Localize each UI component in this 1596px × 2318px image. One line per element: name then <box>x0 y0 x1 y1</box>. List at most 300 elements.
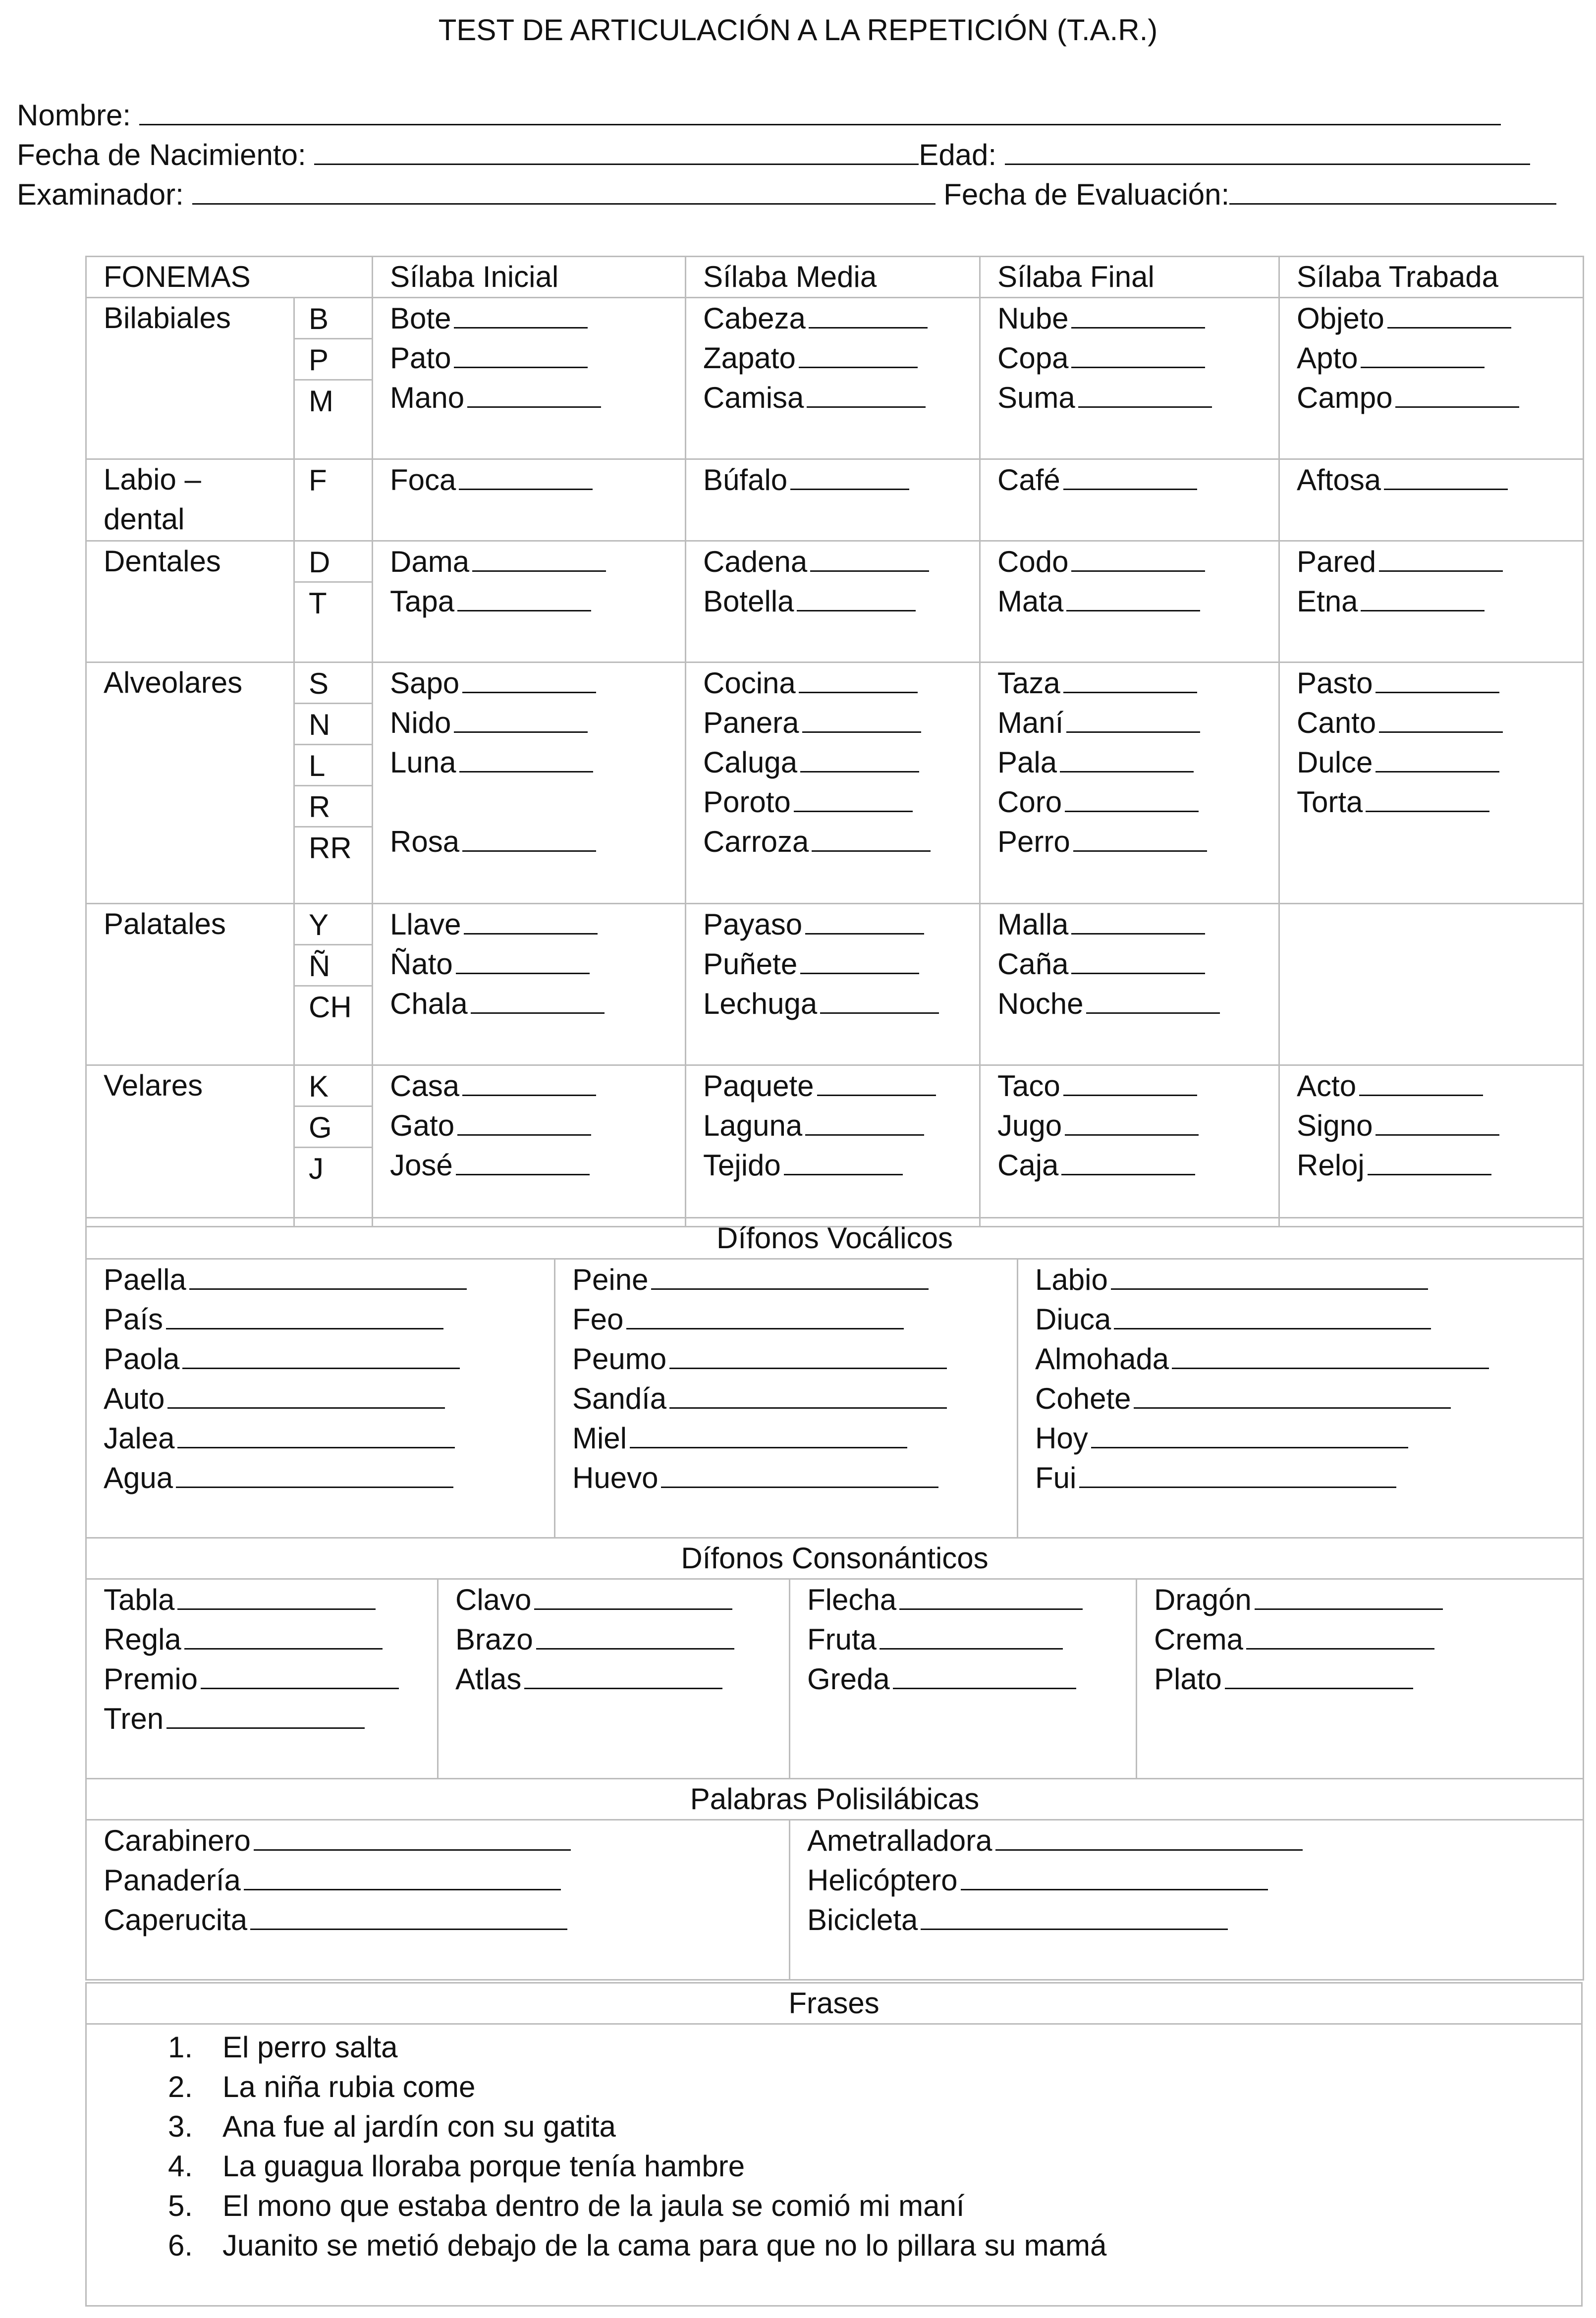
word-entry <box>997 904 1262 944</box>
response-blank[interactable] <box>189 1260 467 1290</box>
word-label: Laguna <box>703 1109 803 1142</box>
word-entry <box>1297 822 1566 861</box>
response-blank[interactable] <box>472 542 606 572</box>
response-blank[interactable] <box>1376 742 1499 773</box>
word-entry <box>703 298 962 338</box>
syllable-inicial-cell <box>373 298 686 459</box>
word-entry <box>703 1145 962 1185</box>
word-label: Premio <box>104 1662 198 1696</box>
response-blank[interactable] <box>457 1105 591 1136</box>
syllable-header: Sílaba Trabada <box>1279 257 1584 298</box>
phoneme-letter: Ñ <box>295 945 372 987</box>
word-label: Copa <box>997 341 1069 375</box>
response-blank[interactable] <box>799 338 918 368</box>
difonos-consonanticos-table <box>85 1537 1584 1779</box>
response-blank[interactable] <box>800 944 919 974</box>
word-label: Fui <box>1035 1461 1077 1494</box>
response-blank[interactable] <box>880 1619 1063 1650</box>
polisilabicas-column <box>790 1820 1584 1980</box>
response-blank[interactable] <box>961 1860 1268 1890</box>
word-label: Mata <box>997 585 1064 618</box>
word-entry <box>572 1418 1000 1458</box>
response-blank[interactable] <box>176 1458 453 1488</box>
word-entry <box>1297 338 1566 378</box>
word-label: Casa <box>390 1069 460 1103</box>
frase-item <box>168 2028 1564 2067</box>
word-label: Caperucita <box>104 1903 248 1936</box>
phoneme-letter: B <box>295 298 372 339</box>
phoneme-letters <box>294 662 373 904</box>
response-blank[interactable] <box>1246 1619 1434 1650</box>
word-entry <box>1035 1339 1566 1379</box>
response-blank[interactable] <box>1071 298 1205 329</box>
response-blank[interactable] <box>467 378 601 408</box>
word-entry <box>1297 1066 1566 1105</box>
response-blank[interactable] <box>799 663 918 693</box>
response-blank[interactable] <box>661 1458 938 1488</box>
phoneme-group-row <box>86 541 1584 662</box>
response-blank[interactable] <box>1395 378 1519 408</box>
response-blank[interactable] <box>669 1339 947 1369</box>
response-blank[interactable] <box>1134 1379 1451 1409</box>
word-label: Peumo <box>572 1342 667 1376</box>
word-entry <box>390 944 668 984</box>
response-blank[interactable] <box>1063 1066 1197 1096</box>
response-blank[interactable] <box>454 298 588 329</box>
word-label: Lechuga <box>703 987 818 1020</box>
word-label: Nube <box>997 302 1069 335</box>
phoneme-group-row <box>86 298 1584 459</box>
response-blank[interactable] <box>167 1379 445 1409</box>
word-entry <box>703 703 962 742</box>
phoneme-letters <box>294 1065 373 1227</box>
phoneme-letter: CH <box>309 991 352 1024</box>
phoneme-letters <box>294 298 373 459</box>
response-blank[interactable] <box>1071 944 1205 974</box>
word-label: Taco <box>997 1069 1060 1103</box>
word-label: Gato <box>390 1109 455 1142</box>
word-label: Chala <box>390 987 468 1020</box>
response-blank[interactable] <box>456 944 590 974</box>
word-entry <box>572 1379 1000 1418</box>
response-blank[interactable] <box>797 581 916 611</box>
response-blank[interactable] <box>1114 1299 1431 1329</box>
response-blank[interactable] <box>1066 703 1200 733</box>
response-blank[interactable] <box>459 742 593 773</box>
word-entry <box>390 581 668 621</box>
phoneme-letter: S <box>295 663 372 704</box>
word-label: Regla <box>104 1623 181 1656</box>
response-blank[interactable] <box>462 663 596 693</box>
word-label: Jugo <box>997 1109 1062 1142</box>
word-label: Carroza <box>703 825 809 858</box>
response-blank[interactable] <box>464 904 598 935</box>
response-blank[interactable] <box>177 1418 455 1448</box>
response-blank[interactable] <box>1366 782 1489 812</box>
response-blank[interactable] <box>1255 1580 1443 1610</box>
response-blank[interactable] <box>244 1860 561 1890</box>
word-entry <box>807 1860 1566 1900</box>
frase-text: El perro salta <box>222 2031 398 2064</box>
phoneme-letters <box>294 459 373 541</box>
response-blank[interactable] <box>184 1619 383 1650</box>
response-blank[interactable] <box>1379 703 1503 733</box>
word-entry <box>104 1299 537 1339</box>
word-entry <box>104 1339 537 1379</box>
consonanticos-column <box>438 1579 790 1779</box>
vocalicos-column <box>555 1259 1018 1538</box>
word-label: Flecha <box>807 1583 897 1616</box>
word-entry <box>703 542 962 581</box>
word-label: Jalea <box>104 1422 175 1455</box>
word-entry <box>1297 542 1566 581</box>
document-title: TEST DE ARTICULACIÓN A LA REPETICIÓN (T.A.R.) <box>438 13 1158 47</box>
response-blank[interactable] <box>794 782 913 812</box>
response-blank[interactable] <box>810 542 929 572</box>
word-entry <box>703 1105 962 1145</box>
response-blank[interactable] <box>1071 542 1205 572</box>
response-blank[interactable] <box>1091 1418 1408 1448</box>
word-entry <box>390 742 668 782</box>
response-blank[interactable] <box>1379 542 1503 572</box>
word-entry <box>1297 298 1566 338</box>
response-blank[interactable] <box>1361 581 1485 611</box>
word-label: Paquete <box>703 1069 814 1103</box>
syllable-header: Sílaba Final <box>980 257 1279 298</box>
word-entry <box>703 984 962 1023</box>
response-blank[interactable] <box>1071 904 1205 935</box>
word-entry <box>1297 1105 1566 1145</box>
response-blank[interactable] <box>1065 1105 1199 1136</box>
word-label: Dulce <box>1297 746 1373 779</box>
fecha-nacimiento-label: Fecha de Nacimiento: <box>17 138 306 171</box>
phoneme-group-name: Bilabiales <box>86 298 294 459</box>
word-entry <box>997 1145 1262 1185</box>
word-label: Paella <box>104 1263 186 1296</box>
word-label: Torta <box>1297 785 1363 819</box>
phoneme-group-name: Alveolares <box>86 662 294 904</box>
frase-text: Juanito se metió debajo de la cama para que no lo pillara su mamá <box>222 2229 1107 2262</box>
word-label: Fruta <box>807 1623 877 1656</box>
word-entry <box>1297 984 1566 1023</box>
word-label: Pasto <box>1297 666 1373 700</box>
word-entry <box>390 1066 668 1105</box>
word-entry <box>1297 904 1566 944</box>
response-blank[interactable] <box>536 1619 734 1650</box>
frase-number: 2. <box>168 2070 193 2103</box>
word-label: País <box>104 1303 164 1336</box>
response-blank[interactable] <box>201 1659 399 1689</box>
word-label: Tejido <box>703 1149 781 1182</box>
fonemas-header-row <box>86 257 1584 298</box>
word-label: Ñato <box>390 947 453 981</box>
word-label: Tapa <box>390 585 455 618</box>
word-entry <box>390 904 668 944</box>
word-label: Panera <box>703 706 799 739</box>
word-entry <box>1297 581 1566 621</box>
frase-number: 3. <box>168 2110 193 2143</box>
syllable-trabada-cell <box>1279 541 1584 662</box>
syllable-trabada-cell <box>1279 459 1584 541</box>
word-entry <box>1297 378 1566 417</box>
word-entry <box>572 1299 1000 1339</box>
frase-item <box>168 2067 1564 2107</box>
response-blank[interactable] <box>471 984 605 1014</box>
word-entry <box>455 1580 772 1619</box>
response-blank[interactable] <box>524 1659 722 1689</box>
response-blank[interactable] <box>462 822 596 852</box>
syllable-trabada-cell <box>1279 904 1584 1065</box>
word-entry <box>1297 703 1566 742</box>
response-blank[interactable] <box>669 1379 947 1409</box>
edad-field[interactable] <box>1005 134 1530 165</box>
word-entry <box>997 460 1262 499</box>
syllable-final-cell <box>980 662 1279 904</box>
word-entry <box>703 1066 962 1105</box>
response-blank[interactable] <box>1073 822 1207 852</box>
word-label: Café <box>997 463 1060 497</box>
response-blank[interactable] <box>1359 1066 1483 1096</box>
word-entry <box>390 782 668 822</box>
response-blank[interactable] <box>790 460 909 490</box>
word-entry <box>703 742 962 782</box>
phoneme-letter: F <box>309 464 327 497</box>
response-blank[interactable] <box>534 1580 732 1610</box>
response-blank[interactable] <box>454 338 588 368</box>
word-entry <box>1297 742 1566 782</box>
response-blank[interactable] <box>1387 298 1511 329</box>
response-blank[interactable] <box>462 1066 596 1096</box>
word-entry <box>997 581 1262 621</box>
word-label: Caluga <box>703 746 798 779</box>
response-blank[interactable] <box>1376 1105 1499 1136</box>
response-blank[interactable] <box>817 1066 936 1096</box>
response-blank[interactable] <box>182 1339 460 1369</box>
frase-number: 5. <box>168 2189 193 2222</box>
word-label: Sandía <box>572 1382 667 1415</box>
response-blank[interactable] <box>921 1900 1228 1930</box>
fecha-evaluacion-label: Fecha de Evaluación: <box>943 178 1230 211</box>
word-label: Dama <box>390 545 470 578</box>
consonanticos-column <box>86 1579 438 1779</box>
word-entry <box>703 338 962 378</box>
word-label: Reloj <box>1297 1149 1365 1182</box>
response-blank[interactable] <box>254 1821 571 1851</box>
response-blank[interactable] <box>807 378 926 408</box>
word-label: Dragón <box>1154 1583 1252 1616</box>
response-blank[interactable] <box>1063 663 1197 693</box>
word-label: Campo <box>1297 381 1393 414</box>
word-label: Codo <box>997 545 1069 578</box>
phoneme-letter: D <box>295 542 372 583</box>
nombre-field[interactable] <box>139 94 1501 125</box>
response-blank[interactable] <box>1071 338 1205 368</box>
response-blank[interactable] <box>1384 460 1508 490</box>
response-blank[interactable] <box>1172 1339 1489 1369</box>
word-label: Poroto <box>703 785 791 819</box>
phoneme-letter: N <box>295 704 372 745</box>
word-entry <box>104 1860 772 1900</box>
response-blank[interactable] <box>1111 1260 1428 1290</box>
response-blank[interactable] <box>1086 984 1220 1014</box>
syllable-final-cell <box>980 1065 1279 1227</box>
word-label: Cocina <box>703 666 796 700</box>
word-entry <box>1035 1458 1566 1497</box>
syllable-media-cell <box>686 541 980 662</box>
frase-item <box>168 2107 1564 2147</box>
word-label: Signo <box>1297 1109 1373 1142</box>
phoneme-letter: K <box>295 1066 372 1107</box>
vocalicos-column <box>86 1259 555 1538</box>
response-blank[interactable] <box>457 581 591 611</box>
response-blank[interactable] <box>802 703 921 733</box>
fecha-evaluacion-field[interactable] <box>1229 173 1556 205</box>
polisilabicas-column <box>86 1820 790 1980</box>
response-blank[interactable] <box>1063 460 1197 490</box>
response-blank[interactable] <box>812 822 931 852</box>
word-entry <box>104 1580 420 1619</box>
word-entry <box>997 984 1262 1023</box>
syllable-trabada-cell <box>1279 298 1584 459</box>
syllable-media-cell <box>686 904 980 1065</box>
syllable-inicial-cell <box>373 662 686 904</box>
word-label: Mano <box>390 381 465 414</box>
word-label: Puñete <box>703 947 798 981</box>
word-label: Pato <box>390 341 451 375</box>
response-blank[interactable] <box>899 1580 1083 1610</box>
response-blank[interactable] <box>1225 1659 1413 1689</box>
word-entry <box>807 1619 1119 1659</box>
response-blank[interactable] <box>1079 1458 1396 1488</box>
syllable-trabada-cell <box>1279 1065 1584 1227</box>
word-label: Suma <box>997 381 1075 414</box>
frase-number: 6. <box>168 2229 193 2262</box>
fecha-nacimiento-field[interactable] <box>314 134 919 165</box>
response-blank[interactable] <box>166 1699 365 1729</box>
response-blank[interactable] <box>1065 782 1199 812</box>
word-entry <box>997 944 1262 984</box>
nombre-label: Nombre: <box>17 99 131 132</box>
examinador-field[interactable] <box>192 173 936 205</box>
syllable-header: Sílaba Inicial <box>373 257 686 298</box>
frase-item <box>168 2226 1564 2265</box>
word-entry <box>997 1066 1262 1105</box>
frases-list <box>104 2028 1564 2265</box>
response-blank[interactable] <box>1078 378 1212 408</box>
response-blank[interactable] <box>809 298 928 329</box>
response-blank[interactable] <box>250 1900 567 1930</box>
syllable-final-cell <box>980 541 1279 662</box>
response-blank[interactable] <box>177 1580 376 1610</box>
response-blank[interactable] <box>459 460 593 490</box>
word-label: Perro <box>997 825 1070 858</box>
word-label: Peine <box>572 1263 649 1296</box>
response-blank[interactable] <box>1361 338 1485 368</box>
word-label: Paola <box>104 1342 180 1376</box>
word-label: Panadería <box>104 1864 241 1897</box>
word-label: Clavo <box>455 1583 532 1616</box>
word-entry <box>1035 1379 1566 1418</box>
syllable-media-cell <box>686 662 980 904</box>
word-entry <box>1035 1418 1566 1458</box>
phoneme-group-row <box>86 662 1584 904</box>
word-entry <box>997 298 1262 338</box>
syllable-inicial-cell <box>373 541 686 662</box>
word-entry <box>390 1145 668 1185</box>
response-blank[interactable] <box>454 703 588 733</box>
response-blank[interactable] <box>1376 663 1499 693</box>
response-blank[interactable] <box>893 1659 1076 1689</box>
word-entry <box>1297 663 1566 703</box>
word-label: Canto <box>1297 706 1376 739</box>
word-entry <box>572 1260 1000 1299</box>
word-entry <box>104 1821 772 1860</box>
phoneme-group-row <box>86 904 1584 1065</box>
syllable-media-cell <box>686 1065 980 1227</box>
word-label: Caña <box>997 947 1069 981</box>
phoneme-group-row <box>86 1065 1584 1227</box>
response-blank[interactable] <box>820 984 939 1014</box>
response-blank[interactable] <box>800 742 919 773</box>
word-label: Crema <box>1154 1623 1244 1656</box>
word-entry <box>104 1900 772 1939</box>
word-entry <box>997 822 1262 861</box>
word-entry <box>703 822 962 861</box>
frase-text: La guagua lloraba porque tenía hambre <box>222 2150 745 2183</box>
response-blank[interactable] <box>1066 581 1200 611</box>
response-blank[interactable] <box>1061 1145 1195 1175</box>
word-entry <box>104 1458 537 1497</box>
response-blank[interactable] <box>456 1145 590 1175</box>
word-entry <box>807 1659 1119 1699</box>
word-label: Miel <box>572 1422 627 1455</box>
word-label: Payaso <box>703 908 803 941</box>
frase-number: 1. <box>168 2031 193 2064</box>
word-label: Rosa <box>390 825 460 858</box>
word-entry <box>703 460 962 499</box>
response-blank[interactable] <box>166 1299 443 1329</box>
response-blank[interactable] <box>805 1105 924 1136</box>
word-entry <box>807 1580 1119 1619</box>
frase-text: La niña rubia come <box>222 2070 476 2103</box>
word-entry <box>807 1900 1566 1939</box>
word-entry <box>104 1418 537 1458</box>
response-blank[interactable] <box>995 1821 1303 1851</box>
word-label: Agua <box>104 1461 173 1494</box>
response-blank[interactable] <box>784 1145 903 1175</box>
response-blank[interactable] <box>630 1418 907 1448</box>
word-label: Taza <box>997 666 1060 700</box>
word-entry <box>455 1659 772 1699</box>
word-label: Búfalo <box>703 463 788 497</box>
birth-row <box>17 134 1530 175</box>
response-blank[interactable] <box>805 904 924 935</box>
word-entry <box>390 1105 668 1145</box>
word-label: Ametralladora <box>807 1824 992 1857</box>
word-entry <box>455 1619 772 1659</box>
word-entry <box>390 703 668 742</box>
response-blank[interactable] <box>1060 742 1194 773</box>
word-label: Nido <box>390 706 451 739</box>
word-entry <box>390 663 668 703</box>
word-label: Aftosa <box>1297 463 1381 497</box>
word-entry <box>1297 1145 1566 1185</box>
response-blank[interactable] <box>626 1299 904 1329</box>
response-blank[interactable] <box>651 1260 929 1290</box>
response-blank[interactable] <box>1368 1145 1491 1175</box>
phoneme-letters <box>294 541 373 662</box>
word-label: Acto <box>1297 1069 1357 1103</box>
